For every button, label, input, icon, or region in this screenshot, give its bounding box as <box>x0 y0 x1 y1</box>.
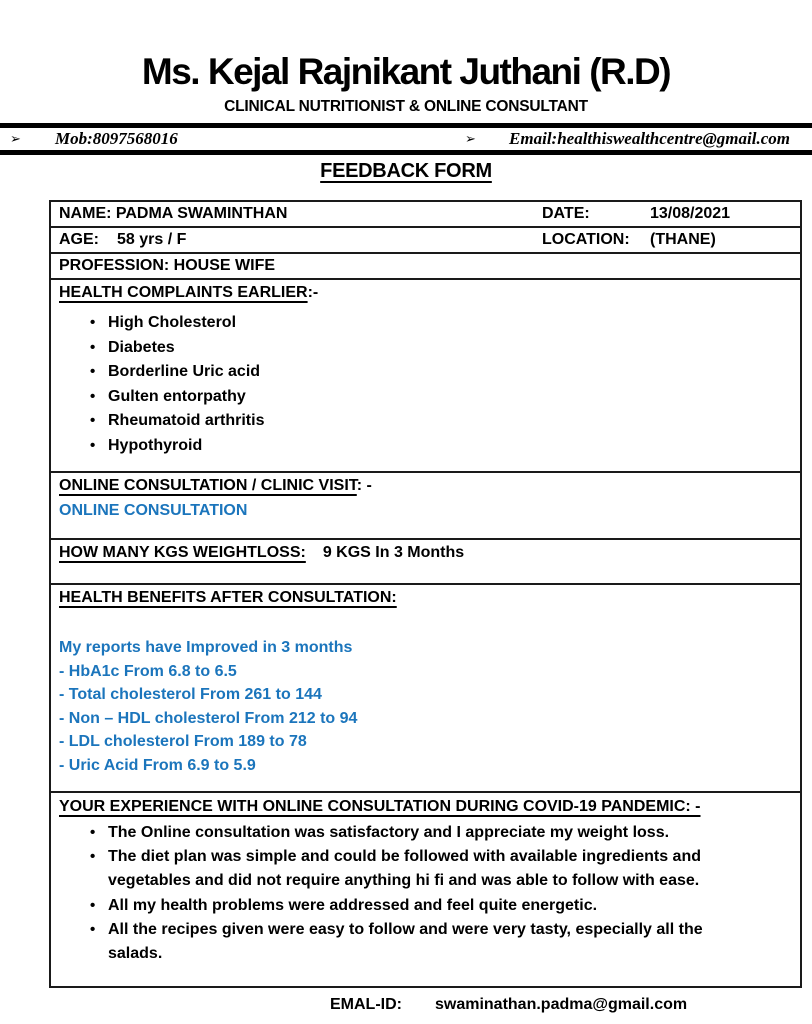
benefits-heading: HEALTH BENEFITS AFTER CONSULTATION: <box>59 589 397 606</box>
bullet-icon: • <box>90 387 96 405</box>
row-consultation-type <box>51 473 800 540</box>
contact-bar <box>0 128 812 150</box>
list-item: • High Cholesterol <box>90 311 752 336</box>
location-value: (THANE) <box>650 231 716 248</box>
footer-email-row <box>330 994 812 1016</box>
bullet-icon: • <box>90 314 96 331</box>
row-health-benefits <box>51 585 800 793</box>
bullet-icon: • <box>90 412 96 430</box>
list-item: • The Online consultation was satisfactory and I appreciate my weight loss. <box>90 821 752 845</box>
consultation-heading: ONLINE CONSULTATION / CLINIC VISIT: - <box>59 477 372 494</box>
bullet-icon: • <box>90 338 96 356</box>
complaints-list <box>59 311 792 459</box>
bullet-icon: • <box>90 824 96 841</box>
complaints-heading: HEALTH COMPLAINTS EARLIER:- <box>59 284 319 301</box>
benefit-line: - HbA1c From 6.8 to 6.5 <box>59 662 237 680</box>
spacer <box>59 609 792 636</box>
location-label: LOCATION: <box>542 231 630 248</box>
form-title-row <box>0 160 812 187</box>
row-name-date <box>51 202 800 228</box>
letterhead-designation: CLINICAL NUTRITIONIST & ONLINE CONSULTANT <box>224 98 588 115</box>
name-field: NAME: PADMA SWAMINTHAN <box>59 205 288 222</box>
benefit-line: - Total cholesterol From 261 to 144 <box>59 686 322 704</box>
weightloss-heading: HOW MANY KGS WEIGHTLOSS: <box>59 544 306 561</box>
row-experience <box>51 793 800 986</box>
arrow-bullet-icon: ➢ <box>465 132 476 147</box>
letterhead-divider-bottom <box>0 150 812 155</box>
age-label: AGE: <box>59 231 99 248</box>
experience-list <box>59 821 792 966</box>
bullet-icon: • <box>90 848 96 866</box>
footer-email-value: swaminathan.padma@gmail.com <box>434 996 688 1013</box>
list-item: • Gulten entorpathy <box>90 385 752 410</box>
bullet-icon: • <box>90 920 96 938</box>
weightloss-line <box>59 542 792 564</box>
experience-heading: YOUR EXPERIENCE WITH ONLINE CONSULTATION DURING COVID-19 PANDEMIC: - <box>59 798 701 815</box>
list-item: • Rheumatoid arthritis <box>90 409 752 434</box>
list-item: • The diet plan was simple and could be followed with available ingredients and vegetables and did not require anything hi fi and was able to follow with ease. <box>90 845 752 893</box>
row-age-location <box>51 228 800 254</box>
list-item: • All the recipes given were easy to follow and were very tasty, especially all the salads. <box>90 918 752 966</box>
list-item: • Hypothyroid <box>90 434 752 459</box>
bullet-icon: • <box>90 363 96 381</box>
bullet-icon: • <box>90 896 96 914</box>
contact-email: Email:healthiswealthcentre@gmail.com <box>509 129 790 148</box>
letterhead-name: Ms. Kejal Rajnikant Juthani (R.D) <box>141 51 671 92</box>
form-title: FEEDBACK FORM <box>320 160 492 182</box>
row-health-complaints <box>51 280 800 473</box>
row-weightloss <box>51 540 800 585</box>
age-field <box>59 230 542 250</box>
benefit-line: - Uric Acid From 6.9 to 5.9 <box>59 756 256 774</box>
weightloss-answer: 9 KGS In 3 Months <box>322 544 465 561</box>
benefit-line: - LDL cholesterol From 189 to 78 <box>59 733 307 751</box>
date-value: 13/08/2021 <box>650 205 731 222</box>
bullet-icon: • <box>90 436 96 454</box>
feedback-table <box>49 200 802 988</box>
benefit-line: My reports have Improved in 3 months <box>59 639 353 656</box>
age-value: 58 yrs / F <box>117 231 187 248</box>
row-profession <box>51 254 800 280</box>
list-item: • Diabetes <box>90 336 752 361</box>
footer-email-label: EMAL-ID: <box>330 996 402 1013</box>
consultation-answer: ONLINE CONSULTATION <box>59 502 248 519</box>
list-item: • Borderline Uric acid <box>90 360 752 385</box>
date-label: DATE: <box>542 205 590 222</box>
profession-field: PROFESSION: HOUSE WIFE <box>59 257 276 274</box>
arrow-bullet-icon: ➢ <box>10 132 21 147</box>
list-item: • All my health problems were addressed and feel quite energetic. <box>90 894 752 918</box>
contact-mobile: Mob:8097568016 <box>55 129 178 148</box>
benefit-line: - Non – HDL cholesterol From 212 to 94 <box>59 709 358 727</box>
